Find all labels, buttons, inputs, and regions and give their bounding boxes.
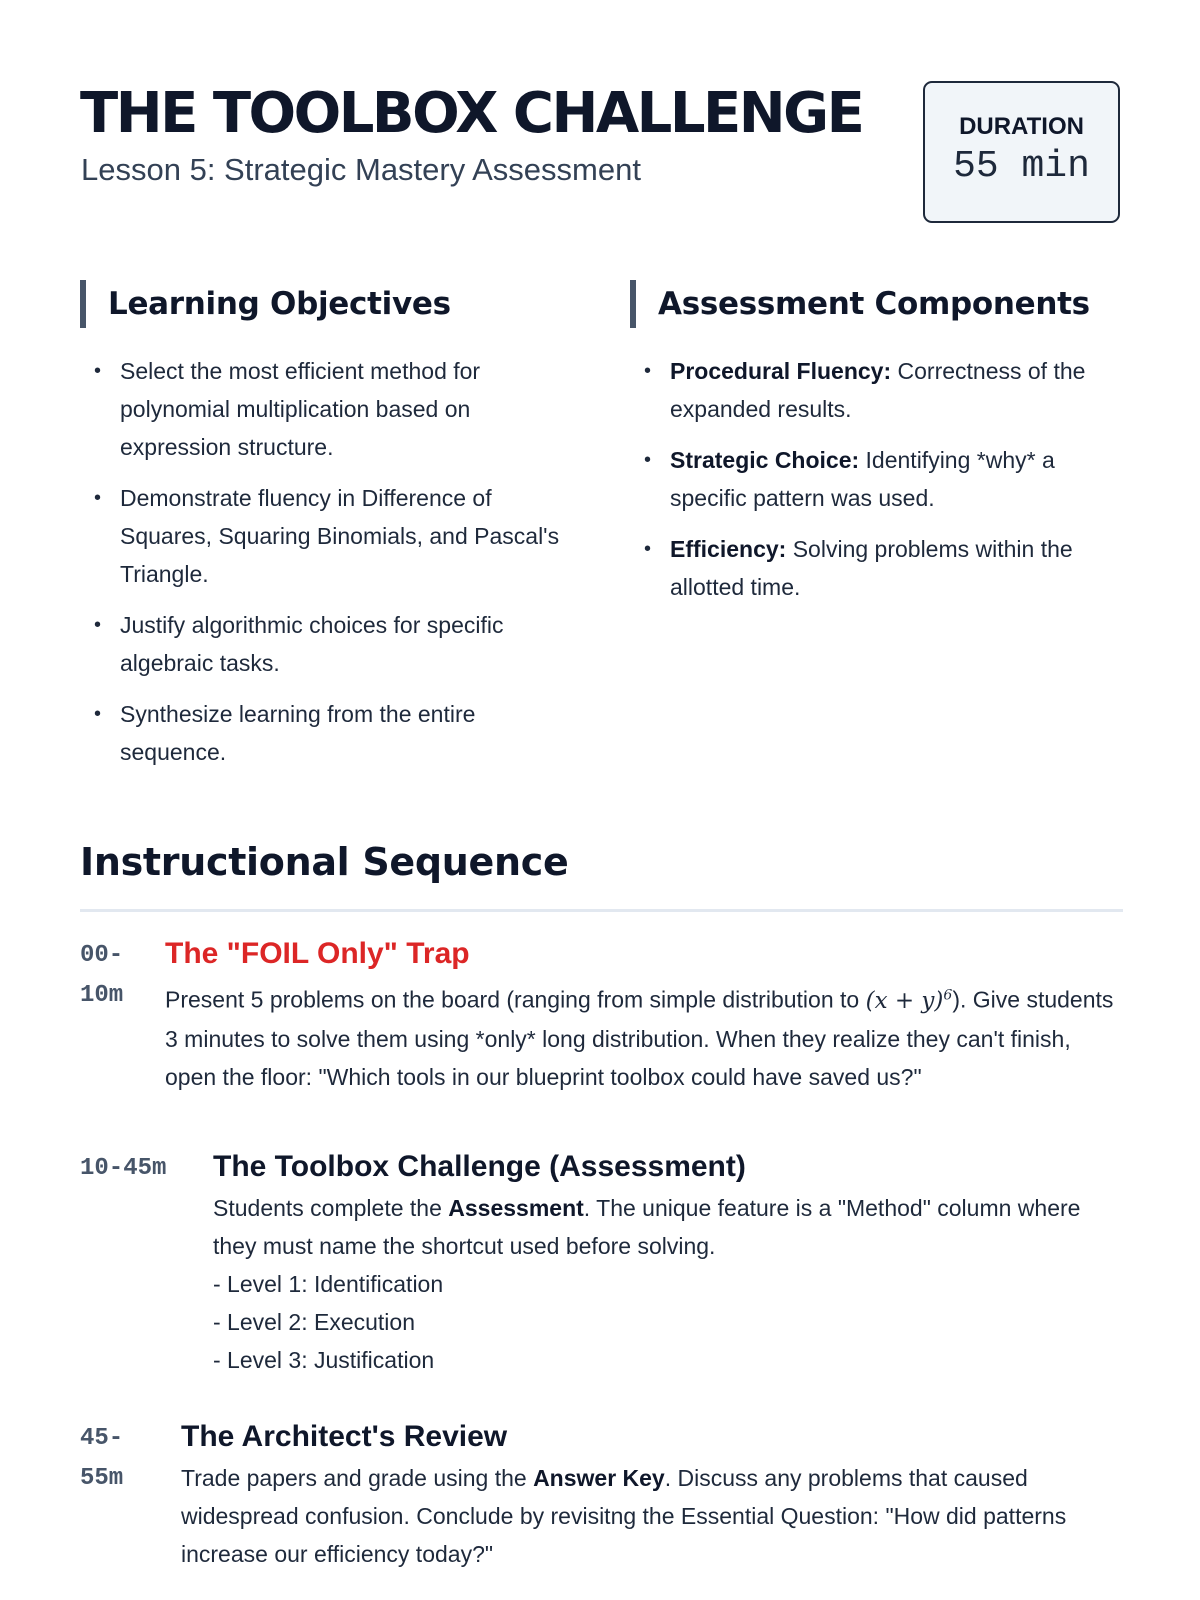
math-exponent: 6 — [943, 987, 953, 1003]
assessment-item-text: Correctness of the expanded results. — [670, 358, 1086, 422]
assessment-item — [630, 530, 1130, 606]
level-item: - Level 2: Execution — [213, 1309, 416, 1335]
sequence-time — [80, 1419, 140, 1499]
learning-objectives-section — [80, 280, 580, 784]
sequence-time: 10-45m — [80, 1155, 167, 1182]
assessment-item-text: Identifying *why* a specific pattern was used. — [670, 447, 1055, 511]
objective-item: • Select the most efficient method for polynomial multiplication based on expression structure. — [80, 352, 580, 466]
sequence-body-bold: Answer Key — [533, 1465, 665, 1491]
duration-label: DURATION — [959, 113, 1084, 140]
sequence-body-text: ). Give students 3 minutes to solve them using *only* long distribution. When they realize they can't finish, open the floor: "Which tools in our blueprint toolbox could have saved us?" — [165, 986, 1114, 1090]
sequence-body-text: Trade papers and grade using the — [181, 1465, 534, 1491]
sequence-body-text: . The unique feature is a "Method" column where they must name the shortcut used before solving. — [213, 1195, 1081, 1259]
sequence-content — [213, 1145, 1125, 1379]
assessment-item-label: Strategic Choice: — [670, 447, 860, 473]
duration-value: 55 min — [953, 145, 1090, 188]
assessment-item — [630, 441, 1130, 517]
assessment-components-section — [630, 280, 1130, 619]
level-item: - Level 1: Identification — [213, 1271, 444, 1297]
sequence-title: The Toolbox Challenge (Assessment) — [213, 1150, 746, 1183]
sequence-time-end: 55m — [80, 1465, 124, 1492]
sequence-body — [181, 1459, 1125, 1573]
sequence-body — [165, 976, 1125, 1096]
page-title: THE TOOLBOX CHALLENGE — [80, 81, 863, 146]
sequence-time-end: 10m — [80, 982, 124, 1009]
level-item: - Level 3: Justification — [213, 1347, 435, 1373]
assessment-item-label: Procedural Fluency: — [670, 358, 892, 384]
sequence-content — [165, 932, 1125, 1096]
sequence-body — [213, 1189, 1125, 1379]
assessment-item — [630, 352, 1130, 428]
section-divider — [80, 909, 1123, 912]
objective-item: • Synthesize learning from the entire sequence. — [80, 695, 580, 771]
objective-item: • Justify algorithmic choices for specific algebraic tasks. — [80, 606, 580, 682]
assessment-item-label: Efficiency: — [670, 536, 787, 562]
sequence-time-start: 45- — [80, 1425, 124, 1452]
sequence-body-text: Students complete the — [213, 1195, 449, 1221]
assessment-item-text: Solving problems within the allotted time. — [670, 536, 1073, 600]
sequence-content — [181, 1415, 1125, 1573]
instructional-sequence-heading: Instructional Sequence — [80, 840, 569, 884]
sequence-body-text: Present 5 problems on the board (ranging from simple distribution to — [165, 986, 866, 1013]
sequence-time-start: 00- — [80, 942, 124, 969]
sequence-title: The "FOIL Only" Trap — [165, 937, 470, 970]
assessment-components-heading: Assessment Components — [630, 280, 1130, 328]
math-base: (x + y) — [865, 987, 944, 1014]
learning-objectives-heading: Learning Objectives — [80, 280, 580, 328]
sequence-body-bold: Assessment — [448, 1195, 584, 1221]
assessment-components-list — [630, 352, 1130, 606]
page-subtitle: Lesson 5: Strategic Mastery Assessment — [81, 152, 641, 187]
learning-objectives-list — [80, 352, 580, 771]
math-expression — [866, 988, 953, 1014]
sequence-body-text: . Discuss any problems that caused widespread confusion. Conclude by revisitng the Essential Question: "How did patterns increase our efficiency today?" — [181, 1465, 1067, 1567]
duration-badge — [923, 81, 1120, 223]
sequence-title: The Architect's Review — [181, 1420, 508, 1453]
objective-item: • Demonstrate fluency in Difference of Squares, Squaring Binomials, and Pascal's Triangle. — [80, 479, 580, 593]
sequence-time — [80, 936, 140, 1016]
